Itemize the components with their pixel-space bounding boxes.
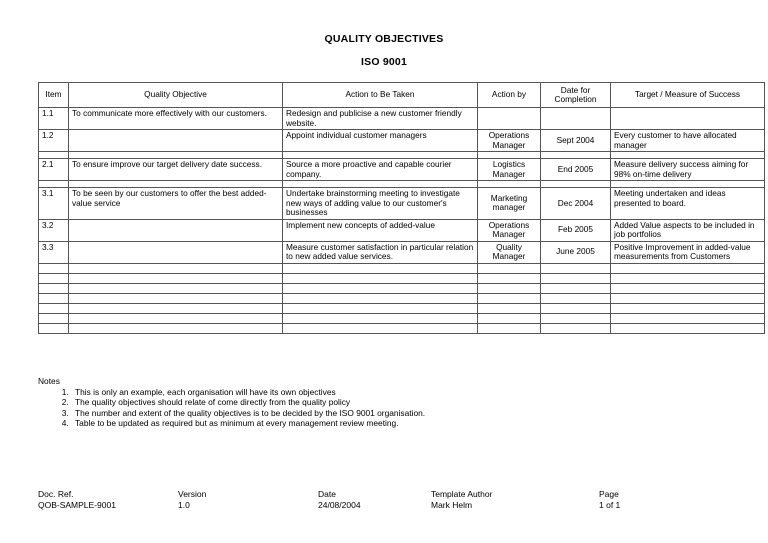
cell-item: 3.1 bbox=[39, 188, 69, 220]
header-action-by: Action by bbox=[478, 83, 541, 108]
spacer-row bbox=[39, 181, 765, 188]
cell-action: Undertake brainstorming meeting to investigate new ways of adding value to our customer's businesses bbox=[283, 188, 478, 220]
notes-heading: Notes bbox=[38, 376, 60, 386]
cell-action-by: Operations Manager bbox=[478, 130, 541, 152]
cell-target: Added Value aspects to be included in job portfolios bbox=[611, 219, 765, 241]
table-row bbox=[39, 188, 765, 220]
cell-objective bbox=[69, 130, 283, 152]
cell-date: End 2005 bbox=[541, 159, 611, 181]
notes-section bbox=[38, 376, 425, 429]
doc-ref-label: Doc. Ref. bbox=[38, 489, 74, 499]
cell-item: 1.2 bbox=[39, 130, 69, 152]
table-row bbox=[39, 241, 765, 263]
footer-author bbox=[431, 489, 492, 510]
note-item: 1. This is only an example, each organisation will have its own objectives bbox=[71, 387, 425, 398]
cell-action: Measure customer satisfaction in particular relation to new added value services. bbox=[283, 241, 478, 263]
version-value: 1.0 bbox=[178, 499, 190, 510]
empty-row bbox=[39, 313, 765, 323]
spacer-row bbox=[39, 152, 765, 159]
cell-action-by: Logistics Manager bbox=[478, 159, 541, 181]
cell-action: Source a more proactive and capable courier company. bbox=[283, 159, 478, 181]
cell-date: June 2005 bbox=[541, 241, 611, 263]
header-action: Action to Be Taken bbox=[283, 83, 478, 108]
footer-page bbox=[599, 489, 620, 510]
note-item: 3. The number and extent of the quality objectives is to be decided by the ISO 9001 organisation. bbox=[71, 408, 425, 419]
cell-action-by: Marketing manager bbox=[478, 188, 541, 220]
doc-ref-value: QOB-SAMPLE-9001 bbox=[38, 499, 116, 510]
table-row bbox=[39, 108, 765, 130]
cell-objective bbox=[69, 241, 283, 263]
cell-action: Redesign and publicise a new customer friendly website. bbox=[283, 108, 478, 130]
cell-objective: To communicate more effectively with our customers. bbox=[69, 108, 283, 130]
note-item: 2. The quality objectives should relate of come directly from the quality policy bbox=[71, 397, 425, 408]
cell-action-by: Operations Manager bbox=[478, 219, 541, 241]
objectives-table bbox=[38, 82, 765, 334]
date-value: 24/08/2004 bbox=[318, 499, 361, 510]
cell-item: 3.2 bbox=[39, 219, 69, 241]
cell-date: Sept 2004 bbox=[541, 130, 611, 152]
header-item: Item bbox=[39, 83, 69, 108]
cell-date bbox=[541, 108, 611, 130]
note-item: 4. Table to be updated as required but as minimum at every management review meeting. bbox=[71, 418, 425, 429]
cell-action: Appoint individual customer managers bbox=[283, 130, 478, 152]
header-target: Target / Measure of Success bbox=[611, 83, 765, 108]
cell-target: Measure delivery success aiming for 98% on-time delivery bbox=[611, 159, 765, 181]
cell-target: Positive Improvement in added-value measurements from Customers bbox=[611, 241, 765, 263]
cell-date: Feb 2005 bbox=[541, 219, 611, 241]
table-row bbox=[39, 159, 765, 181]
cell-date: Dec 2004 bbox=[541, 188, 611, 220]
footer-doc-ref bbox=[38, 489, 116, 510]
empty-row bbox=[39, 323, 765, 333]
cell-action-by: Quality Manager bbox=[478, 241, 541, 263]
cell-item: 3.3 bbox=[39, 241, 69, 263]
header-date: Date for Completion bbox=[541, 83, 611, 108]
empty-row bbox=[39, 303, 765, 313]
cell-objective: To be seen by our customers to offer the best added-value service bbox=[69, 188, 283, 220]
table-row bbox=[39, 219, 765, 241]
document-subtitle: ISO 9001 bbox=[361, 56, 407, 68]
table-header-row bbox=[39, 83, 765, 108]
cell-item: 1.1 bbox=[39, 108, 69, 130]
cell-action-by bbox=[478, 108, 541, 130]
author-value: Mark Helm bbox=[431, 499, 473, 510]
footer-date bbox=[318, 489, 361, 510]
empty-row bbox=[39, 283, 765, 293]
header-objective: Quality Objective bbox=[69, 83, 283, 108]
empty-row bbox=[39, 273, 765, 283]
cell-target bbox=[611, 108, 765, 130]
empty-row bbox=[39, 293, 765, 303]
cell-objective bbox=[69, 219, 283, 241]
page-label: Page bbox=[599, 489, 619, 499]
author-label: Template Author bbox=[431, 489, 493, 499]
cell-item: 2.1 bbox=[39, 159, 69, 181]
footer-version bbox=[178, 489, 206, 510]
version-label: Version bbox=[178, 489, 207, 499]
empty-row bbox=[39, 263, 765, 273]
date-label: Date bbox=[318, 489, 336, 499]
cell-target: Every customer to have allocated manager bbox=[611, 130, 765, 152]
notes-list bbox=[38, 387, 425, 429]
cell-action: Implement new concepts of added-value bbox=[283, 219, 478, 241]
page-value: 1 of 1 bbox=[599, 499, 621, 510]
table-row bbox=[39, 130, 765, 152]
cell-objective: To ensure improve our target delivery date success. bbox=[69, 159, 283, 181]
document-title: QUALITY OBJECTIVES bbox=[324, 33, 444, 45]
cell-target: Meeting undertaken and ideas presented to board. bbox=[611, 188, 765, 220]
